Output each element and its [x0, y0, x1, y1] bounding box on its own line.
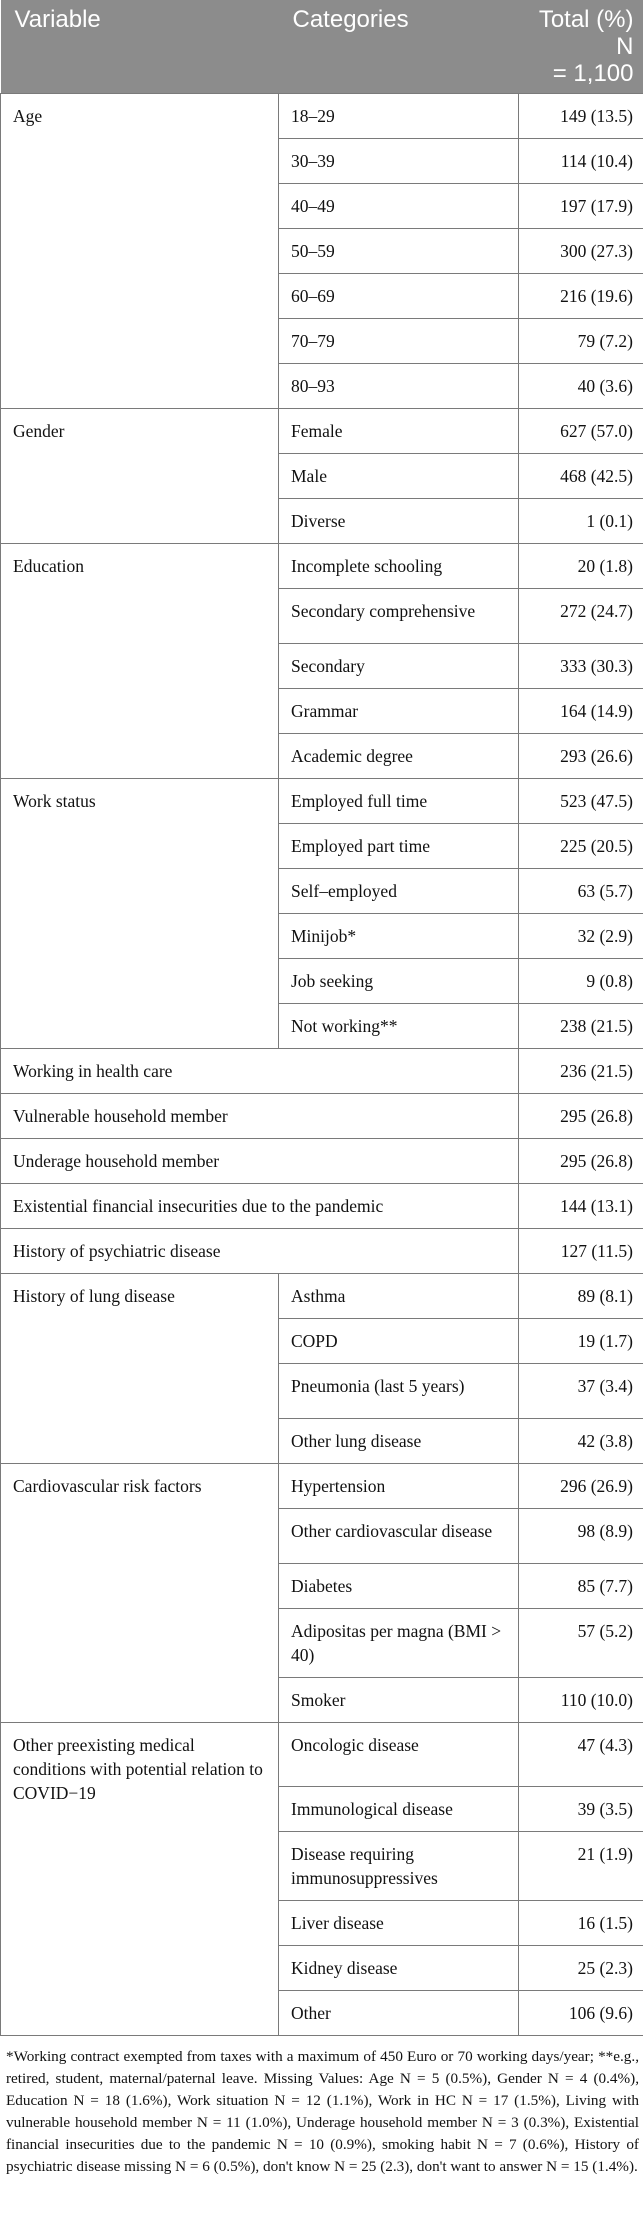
category-cell: Diverse	[279, 499, 519, 544]
value-cell: 47 (4.3)	[519, 1723, 643, 1787]
category-cell: 30–39	[279, 139, 519, 184]
category-cell: 18–29	[279, 94, 519, 139]
variable-cell: Education	[1, 544, 279, 779]
table-row	[1, 1184, 643, 1229]
value-cell: 627 (57.0)	[519, 409, 643, 454]
variable-cell: History of psychiatric disease	[1, 1229, 519, 1274]
variable-cell: Gender	[1, 409, 279, 544]
value-cell: 21 (1.9)	[519, 1832, 643, 1901]
table-row	[1, 544, 643, 589]
value-cell: 225 (20.5)	[519, 824, 643, 869]
table-footnote: *Working contract exempted from taxes with a maximum of 450 Euro or 70 working days/year; **e.g., retired, student, maternal/paternal leave. Missing Values: Age N = 5 (0.5%), Gender N = 4 (0.4%), Education N = 18 (1.6%), Work situation N = 12 (1.1%), Work in HC N = 17 (1.5%), Living with vulnerable household member N = 11 (1.0%), Underage household member N = 3 (0.3%), Existential financial insecurities due to the pandemic N = 10 (0.9%), smoking habit N = 7 (0.6%), History of psychiatric disease missing N = 6 (0.5%), don't know N = 25 (2.3), don't want to answer N = 15 (1.4%).	[6, 2048, 639, 2175]
category-cell: 80–93	[279, 364, 519, 409]
category-cell: Male	[279, 454, 519, 499]
value-cell: 293 (26.6)	[519, 734, 643, 779]
category-cell: Immunological disease	[279, 1787, 519, 1832]
value-cell: 110 (10.0)	[519, 1678, 643, 1723]
header-variable: Variable	[1, 0, 279, 94]
table-row	[1, 1094, 643, 1139]
table-row	[1, 1464, 643, 1509]
category-cell: 70–79	[279, 319, 519, 364]
category-cell: Incomplete schooling	[279, 544, 519, 589]
variable-cell: Underage household member	[1, 1139, 519, 1184]
value-cell: 98 (8.9)	[519, 1509, 643, 1564]
table-row	[1, 1229, 643, 1274]
value-cell: 149 (13.5)	[519, 94, 643, 139]
category-cell: Job seeking	[279, 959, 519, 1004]
table-row	[1, 1274, 643, 1319]
value-cell: 114 (10.4)	[519, 139, 643, 184]
table-row	[1, 409, 643, 454]
category-cell: Not working**	[279, 1004, 519, 1049]
value-cell: 300 (27.3)	[519, 229, 643, 274]
value-cell: 63 (5.7)	[519, 869, 643, 914]
category-cell: Smoker	[279, 1678, 519, 1723]
value-cell: 238 (21.5)	[519, 1004, 643, 1049]
category-cell: 60–69	[279, 274, 519, 319]
variable-cell: Other preexisting medical conditions with potential relation to COVID−19	[1, 1723, 279, 2036]
category-cell: Asthma	[279, 1274, 519, 1319]
variable-cell: History of lung disease	[1, 1274, 279, 1464]
value-cell: 333 (30.3)	[519, 644, 643, 689]
value-cell: 164 (14.9)	[519, 689, 643, 734]
category-cell: Academic degree	[279, 734, 519, 779]
value-cell: 37 (3.4)	[519, 1364, 643, 1419]
value-cell: 32 (2.9)	[519, 914, 643, 959]
value-cell: 127 (11.5)	[519, 1229, 643, 1274]
variable-cell: Age	[1, 94, 279, 409]
value-cell: 1 (0.1)	[519, 499, 643, 544]
category-cell: Other cardiovascular disease	[279, 1509, 519, 1564]
value-cell: 85 (7.7)	[519, 1564, 643, 1609]
category-cell: Minijob*	[279, 914, 519, 959]
category-cell: Hypertension	[279, 1464, 519, 1509]
value-cell: 295 (26.8)	[519, 1094, 643, 1139]
category-cell: Pneumonia (last 5 years)	[279, 1364, 519, 1419]
category-cell: Self–employed	[279, 869, 519, 914]
category-cell: Diabetes	[279, 1564, 519, 1609]
value-cell: 20 (1.8)	[519, 544, 643, 589]
category-cell: Employed part time	[279, 824, 519, 869]
variable-cell: Working in health care	[1, 1049, 519, 1094]
table-header	[1, 0, 643, 94]
variable-cell: Work status	[1, 779, 279, 1049]
header-total-line1: Total (%) N	[538, 6, 634, 60]
value-cell: 523 (47.5)	[519, 779, 643, 824]
value-cell: 144 (13.1)	[519, 1184, 643, 1229]
value-cell: 42 (3.8)	[519, 1419, 643, 1464]
table-row	[1, 779, 643, 824]
variable-cell: Vulnerable household member	[1, 1094, 519, 1139]
value-cell: 57 (5.2)	[519, 1609, 643, 1678]
table-body	[1, 94, 643, 2036]
category-cell: Oncologic disease	[279, 1723, 519, 1787]
category-cell: COPD	[279, 1319, 519, 1364]
category-cell: Secondary	[279, 644, 519, 689]
value-cell: 106 (9.6)	[519, 1991, 643, 2036]
variable-cell: Cardiovascular risk factors	[1, 1464, 279, 1723]
table-row	[1, 1139, 643, 1184]
table-row	[1, 94, 643, 139]
value-cell: 216 (19.6)	[519, 274, 643, 319]
value-cell: 295 (26.8)	[519, 1139, 643, 1184]
value-cell: 236 (21.5)	[519, 1049, 643, 1094]
category-cell: Kidney disease	[279, 1946, 519, 1991]
category-cell: 40–49	[279, 184, 519, 229]
header-total	[519, 0, 643, 94]
value-cell: 16 (1.5)	[519, 1901, 643, 1946]
category-cell: Adipositas per magna (BMI > 40)	[279, 1609, 519, 1678]
value-cell: 9 (0.8)	[519, 959, 643, 1004]
category-cell: Secondary comprehensive	[279, 589, 519, 644]
variable-cell: Existential financial insecurities due to the pandemic	[1, 1184, 519, 1229]
value-cell: 39 (3.5)	[519, 1787, 643, 1832]
category-cell: Disease requiring immunosuppressives	[279, 1832, 519, 1901]
value-cell: 19 (1.7)	[519, 1319, 643, 1364]
value-cell: 296 (26.9)	[519, 1464, 643, 1509]
category-cell: 50–59	[279, 229, 519, 274]
value-cell: 89 (8.1)	[519, 1274, 643, 1319]
value-cell: 272 (24.7)	[519, 589, 643, 644]
header-categories: Categories	[279, 0, 519, 94]
category-cell: Other	[279, 1991, 519, 2036]
value-cell: 79 (7.2)	[519, 319, 643, 364]
value-cell: 40 (3.6)	[519, 364, 643, 409]
category-cell: Liver disease	[279, 1901, 519, 1946]
value-cell: 468 (42.5)	[519, 454, 643, 499]
table-row	[1, 1723, 643, 1787]
header-total-line2: = 1,100	[552, 60, 634, 87]
value-cell: 197 (17.9)	[519, 184, 643, 229]
category-cell: Other lung disease	[279, 1419, 519, 1464]
category-cell: Grammar	[279, 689, 519, 734]
category-cell: Female	[279, 409, 519, 454]
category-cell: Employed full time	[279, 779, 519, 824]
value-cell: 25 (2.3)	[519, 1946, 643, 1991]
table-row	[1, 1049, 643, 1094]
